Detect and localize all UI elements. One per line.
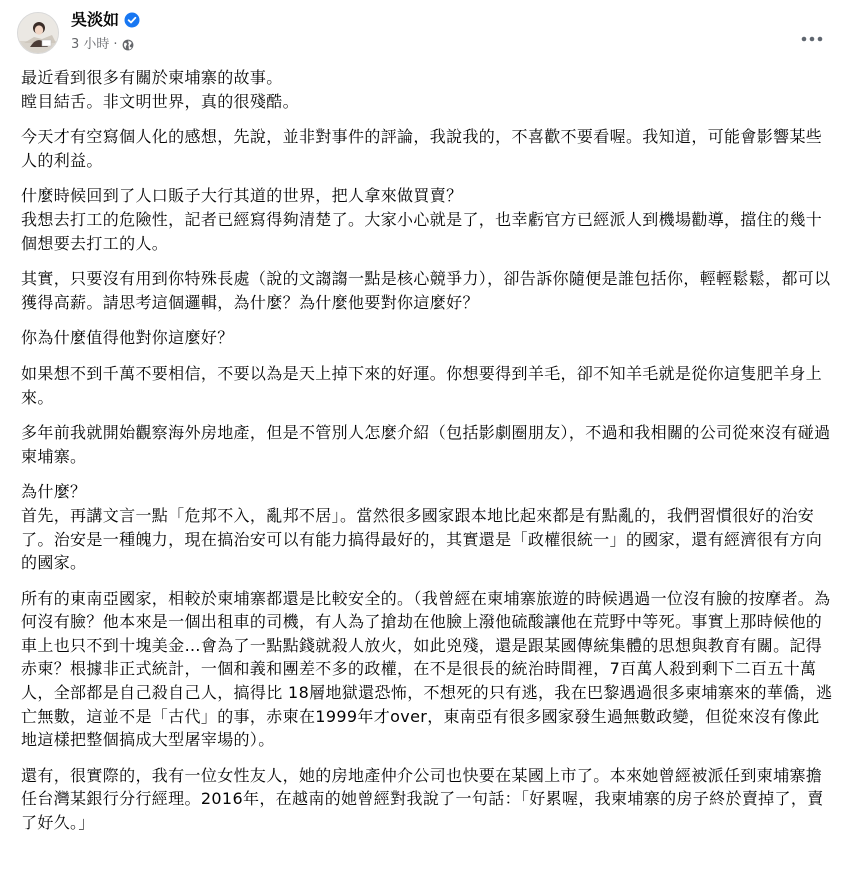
author-name[interactable]: 吳淡如 [71, 10, 120, 29]
meta-separator: · [113, 37, 118, 52]
post-paragraph-10: 還有，很實際的，我有一位女性友人，她的房地產仲介公司也快要在某國上市了。本來她曾經被派任到柬埔寨擔任台灣某銀行分行經理。2016年，在越南的她曾經對我說了一句話：「好累喔，我柬埔寨的房子終於賣掉了，賣了好久。」 [21, 765, 824, 833]
post-more-options-button[interactable] [796, 16, 828, 48]
author-avatar[interactable] [17, 12, 59, 54]
post-paragraph-1: 最近看到很多有關於柬埔寨的故事。 瞠目結舌。非文明世界，真的很殘酷。 [21, 68, 299, 111]
post-text [21, 66, 833, 847]
post-paragraph-5: 你為什麼值得他對你這麼好？ [21, 328, 234, 348]
more-horizontal-icon [801, 28, 823, 36]
post-paragraph-6: 如果想不到千萬不要相信，不要以為是天上掉下來的好運。你想要得到羊毛，卻不知羊毛就是從你這隻肥羊身上來。 [21, 363, 823, 407]
post-header [0, 0, 852, 68]
post-paragraph-3: 什麼時候回到了人口販子大行其道的世界，把人拿來做買賣？ 我想去打工的危險性，記者已經寫得夠清楚了。大家小心就是了，也幸虧官方已經派人到機場勸導，擋住的幾十個想要去打工的人。 [21, 186, 823, 253]
post-paragraph-8: 為什麼？ 首先，再講文言一點「危邦不入，亂邦不居」。當然很多國家跟本地比起來都是有點亂的，我們習慣很好的治安了。治安是一種魄力，現在搞治安可以有能力搞得最好的，其實還是「政權很統一」的國家，還有經濟很有方向的國家。 [21, 482, 823, 573]
author-row [71, 8, 140, 32]
verified-badge-icon [124, 12, 140, 28]
avatar-image [18, 13, 59, 54]
post-meta [71, 36, 134, 54]
post-paragraph-2: 今天才有空寫個人化的感想，先說，並非對事件的評論，我說我的，不喜歡不要看喔。我知道，可能會影響某些人的利益。 [21, 127, 823, 170]
post-timestamp[interactable]: 3 小時 [71, 37, 110, 52]
post-paragraph-4: 其實，只要沒有用到你特殊長處（說的文謅謅一點是核心競爭力），卻告訴你隨便是誰包括你，輕輕鬆鬆，都可以獲得高薪。請思考這個邏輯，為什麼？為什麼他要對你這麼好？ [21, 269, 831, 312]
globe-icon[interactable] [122, 39, 134, 51]
post-paragraph-7: 多年前我就開始觀察海外房地產，但是不管別人怎麼介紹（包括影劇圈朋友），不過和我相關的公司從來沒有碰過柬埔寨。 [21, 423, 831, 466]
post-paragraph-9: 所有的東南亞國家，相較於柬埔寨都還是比較安全的。（我曾經在柬埔寨旅遊的時候遇過一位沒有臉的按摩者。為何沒有臉？他本來是一個出租車的司機，有人為了搶劫在他臉上潑他硫酸讓他在荒野中等死。事實上那時候他的車上也只不到十塊美金…會為了一點點錢就殺人放火，如此兇殘，還是跟某國傳統集體的思想與教育有關。記得赤柬？根據非正式統計，一個和義和團差不多的政權，在不是很長的統治時間裡，7百萬人殺到剩下二百五十萬人，全部都是自己殺自己人，搞得比 18層地獄還恐怖，不想死的只有逃，我在巴黎遇過很多柬埔寨來的華僑，逃亡無數，這並不是「古代」的事，赤柬在1999年才over，東南亞有很多國家發生過無數政變，但從來沒有像此地這樣把整個搞成大型屠宰場的）。 [21, 588, 833, 750]
